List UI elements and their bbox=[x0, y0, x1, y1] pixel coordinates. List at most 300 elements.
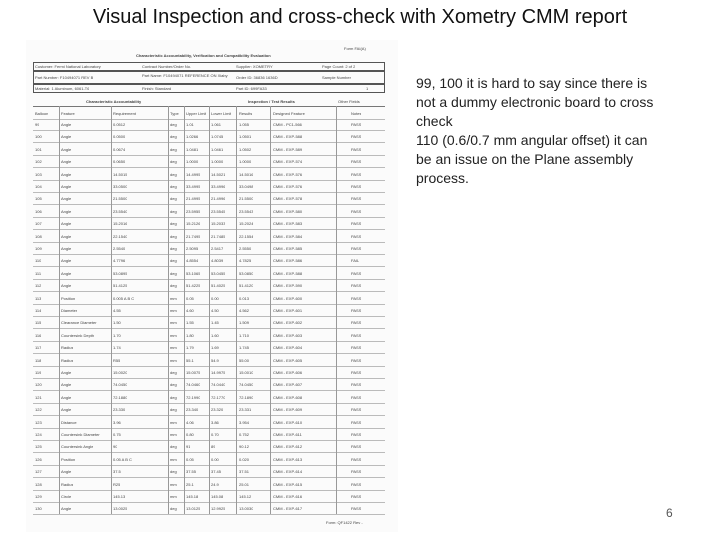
table-cell: PASS bbox=[351, 394, 362, 400]
table-cell: PASS bbox=[351, 159, 362, 165]
table-cell: 0.0674 bbox=[113, 146, 126, 152]
table-cell: mm bbox=[170, 320, 177, 326]
table-cell: 1.79 bbox=[186, 345, 194, 351]
table-cell: 124 bbox=[35, 432, 42, 437]
table-cell: PASS bbox=[351, 494, 362, 499]
table-cell: 37.5 bbox=[113, 469, 121, 475]
table-cell: 125 bbox=[35, 444, 42, 450]
table-cell: 126 bbox=[35, 456, 42, 462]
table-cell: PASS bbox=[351, 370, 362, 375]
table-cell: 1.745 bbox=[239, 345, 250, 351]
table-cell: deg bbox=[170, 221, 177, 227]
table-cell: Angle bbox=[61, 171, 72, 177]
table-cell: 1.70 bbox=[113, 332, 121, 338]
table-cell: 0.0512 bbox=[113, 122, 126, 127]
table-cell: 0.70 bbox=[211, 432, 219, 437]
table-cell: mm bbox=[170, 456, 177, 462]
table-cell: PASS bbox=[351, 221, 362, 227]
table-cell: deg bbox=[170, 394, 177, 400]
table-cell: 21.7485 bbox=[211, 233, 226, 239]
table-cell: 53.0850 bbox=[239, 270, 254, 276]
table-cell: 51.4120 bbox=[239, 283, 254, 289]
table-cell: PASS bbox=[351, 134, 362, 140]
notes-text bbox=[416, 74, 666, 188]
table-cell: 23.5955 bbox=[186, 208, 201, 214]
table-cell: 72.1880 bbox=[113, 394, 128, 400]
form-id: Form FAI(A) bbox=[344, 46, 366, 51]
table-cell: CMM - EXP-589 bbox=[273, 146, 303, 152]
table-cell: 104 bbox=[35, 184, 42, 189]
table-cell: CMM - EXP-576 bbox=[273, 171, 303, 177]
table-cell: Angle bbox=[61, 283, 72, 289]
table-cell: 15.0010 bbox=[239, 370, 254, 375]
page-count-field: Page Count: 2 of 2 bbox=[322, 64, 356, 69]
table-cell: 21.5500 bbox=[113, 196, 128, 202]
table-cell: CMM - PC1-566 bbox=[273, 122, 302, 127]
table-cell: deg bbox=[170, 283, 177, 289]
table-cell: deg bbox=[170, 122, 177, 127]
table-cell: CMM - EXP-584 bbox=[273, 233, 303, 239]
page-number: 6 bbox=[666, 506, 673, 520]
table-cell: PASS bbox=[351, 332, 362, 338]
table-cell: 15.2024 bbox=[239, 221, 254, 227]
table-cell: 13.0025 bbox=[113, 506, 128, 512]
table-cell: 106 bbox=[35, 208, 42, 214]
table-cell: R25 bbox=[113, 481, 121, 487]
table-cell: 1.055 bbox=[239, 122, 250, 127]
table-cell: PASS bbox=[351, 432, 362, 437]
table-cell: 53.0895 bbox=[113, 270, 128, 276]
table-cell: PASS bbox=[351, 382, 362, 388]
table-cell: 0.05 bbox=[186, 295, 194, 301]
table-cell: deg bbox=[170, 171, 177, 177]
table-cell: 0.00 bbox=[211, 295, 219, 301]
table-cell: 53.1065 bbox=[186, 270, 201, 276]
table-cell: 21.5500 bbox=[239, 196, 254, 202]
table-cell: 25.1 bbox=[186, 481, 194, 487]
col-notes: Notes bbox=[351, 111, 362, 116]
table-cell: deg bbox=[170, 370, 177, 375]
sample-number-field: Sample Number bbox=[322, 75, 351, 80]
table-cell: 55.00 bbox=[239, 357, 250, 363]
table-cell: 14.5015 bbox=[113, 171, 128, 177]
table-cell: 2.5417 bbox=[211, 246, 224, 251]
table-cell: 23.330 bbox=[113, 407, 126, 413]
table-cell: 74.0450 bbox=[113, 382, 128, 388]
table-cell: 72.1770 bbox=[211, 394, 226, 400]
table-cell: Angle bbox=[61, 233, 72, 239]
table-cell: 23.331 bbox=[239, 407, 252, 413]
table-cell: 55.1 bbox=[186, 357, 194, 363]
table-cell: CMM - EXP-616 bbox=[273, 494, 303, 499]
table-cell: 4.60 bbox=[186, 308, 194, 313]
table-cell: PASS bbox=[351, 270, 362, 276]
table-cell: mm bbox=[170, 357, 177, 363]
table-cell: CMM - EXP-607 bbox=[273, 382, 303, 388]
table-cell: CMM - EXP-608 bbox=[273, 394, 303, 400]
part-id-field: Part ID: 699FA33 bbox=[236, 86, 267, 91]
table-cell: CMM - EXP-611 bbox=[273, 432, 302, 437]
table-cell: Radius bbox=[61, 481, 74, 487]
table-cell: 1.0461 bbox=[211, 146, 224, 152]
table-cell: 117 bbox=[35, 345, 42, 351]
table-cell: 0.020 bbox=[239, 456, 250, 462]
table-cell: 1.0000 bbox=[239, 159, 252, 165]
table-cell: 1.55 bbox=[186, 320, 194, 326]
table-cell: PASS bbox=[351, 146, 362, 152]
table-cell: 145.18 bbox=[186, 494, 199, 499]
table-cell: 90 bbox=[113, 444, 118, 450]
table-cell: 37.45 bbox=[211, 469, 222, 475]
table-cell: Angle bbox=[61, 270, 72, 276]
section-characteristic: Characteristic Accountability bbox=[86, 99, 142, 104]
table-cell: 121 bbox=[35, 394, 42, 400]
table-cell: 103 bbox=[35, 171, 42, 177]
finish-field: Finish: Standard bbox=[142, 86, 172, 91]
table-cell: 1.69 bbox=[211, 345, 219, 351]
table-cell: 111 bbox=[35, 270, 42, 276]
table-cell: deg bbox=[170, 469, 177, 475]
table-cell: Angle bbox=[61, 159, 72, 165]
table-cell: 107 bbox=[35, 221, 42, 227]
table-cell: PASS bbox=[351, 196, 362, 202]
table-cell: 0.0650 bbox=[113, 159, 126, 165]
table-cell: 120 bbox=[35, 382, 42, 388]
table-cell: deg bbox=[170, 233, 177, 239]
table-cell: 0.752 bbox=[239, 432, 250, 437]
table-cell: 116 bbox=[35, 332, 42, 338]
col-feature: Feature bbox=[61, 111, 75, 116]
table-cell: 145.08 bbox=[211, 494, 224, 499]
table-cell: 1.0502 bbox=[239, 146, 252, 152]
table-cell: 1.0266 bbox=[186, 134, 199, 140]
section-inspection: Inspection / Test Results bbox=[248, 99, 295, 104]
table-cell: 129 bbox=[35, 494, 42, 499]
table-cell: PASS bbox=[351, 456, 362, 462]
table-cell: 101 bbox=[35, 146, 42, 152]
table-cell: 128 bbox=[35, 481, 42, 487]
customer-field: Customer: Fermi National Laboratory bbox=[35, 64, 101, 69]
table-cell: PASS bbox=[351, 295, 362, 301]
table-cell: 0.75 bbox=[113, 432, 121, 437]
table-cell: Angle bbox=[61, 506, 72, 512]
table-cell: 91 bbox=[186, 444, 191, 450]
table-cell: 1.0000 bbox=[211, 159, 224, 165]
table-cell: CMM - EXP-609 bbox=[273, 407, 303, 413]
table-cell: CMM - EXP-613 bbox=[273, 456, 303, 462]
table-cell: PASS bbox=[351, 308, 362, 313]
table-cell: PASS bbox=[351, 184, 362, 189]
table-cell: Angle bbox=[61, 407, 72, 413]
col-designed: Designed Feature bbox=[273, 111, 305, 116]
table-cell: 54.9 bbox=[211, 357, 219, 363]
table-cell: PASS bbox=[351, 320, 362, 326]
col-lower: Lower Limit bbox=[211, 111, 232, 116]
table-cell: 1.0745 bbox=[211, 134, 224, 140]
table-cell: Angle bbox=[61, 122, 72, 127]
table-cell: Angle bbox=[61, 246, 72, 251]
table-cell: Position bbox=[61, 456, 76, 462]
table-cell: CMM - EXP-586 bbox=[273, 258, 303, 264]
part-name-field: Part Name: F10494071 REFERENCE ON Xiaby bbox=[142, 73, 228, 78]
table-cell: 33.4996 bbox=[211, 184, 226, 189]
table-cell: PASS bbox=[351, 246, 362, 251]
table-cell: 2.5550 bbox=[239, 246, 252, 251]
table-cell: Angle bbox=[61, 196, 72, 202]
table-cell: deg bbox=[170, 246, 177, 251]
table-cell: PASS bbox=[351, 469, 362, 475]
table-cell: CMM - EXP-603 bbox=[273, 332, 303, 338]
table-cell: 33.4995 bbox=[186, 184, 201, 189]
table-cell: 130 bbox=[35, 506, 42, 512]
part-number-field: Part Number: F10494071 REV B bbox=[35, 75, 94, 80]
table-cell: 1.60 bbox=[211, 332, 219, 338]
table-cell: 23.340 bbox=[186, 407, 199, 413]
table-cell: 109 bbox=[35, 246, 42, 251]
table-cell: CMM - EXP-583 bbox=[273, 221, 303, 227]
table-cell: 3.954 bbox=[239, 419, 250, 425]
table-cell: 24.9 bbox=[211, 481, 219, 487]
table-cell: 74.0450 bbox=[239, 382, 254, 388]
table-cell: Angle bbox=[61, 146, 72, 152]
table-cell: deg bbox=[170, 146, 177, 152]
table-cell: 105 bbox=[35, 196, 42, 202]
table-cell: PASS bbox=[351, 357, 362, 363]
table-cell: 90.12 bbox=[239, 444, 250, 450]
table-cell: Position bbox=[61, 295, 76, 301]
report-heading: Characteristic Accountability, Verification and Compatibility Evaluation bbox=[136, 53, 271, 58]
table-cell: deg bbox=[170, 258, 177, 264]
table-cell: CMM - EXP-585 bbox=[273, 246, 303, 251]
table-cell: 0.0500 bbox=[113, 134, 126, 140]
table-cell: 0.05 bbox=[186, 456, 194, 462]
table-cell: Angle bbox=[61, 382, 72, 388]
table-cell: 145.13 bbox=[113, 494, 126, 499]
table-cell: Countersink Angle bbox=[61, 444, 94, 450]
table-cell: 89 bbox=[211, 444, 216, 450]
table-cell: 22.1540 bbox=[113, 233, 128, 239]
table-cell: 118 bbox=[35, 357, 42, 363]
table-cell: Angle bbox=[61, 221, 72, 227]
table-cell: Diameter bbox=[61, 308, 78, 313]
table-cell: Radius bbox=[61, 345, 74, 351]
table-cell: 100 bbox=[35, 134, 42, 140]
table-cell: 25.01 bbox=[239, 481, 250, 487]
table-cell: 114 bbox=[35, 308, 42, 313]
table-cell: Angle bbox=[61, 370, 72, 375]
table-cell: 4.06 bbox=[186, 419, 194, 425]
table-cell: 14.9975 bbox=[211, 370, 226, 375]
table-cell: 14.5016 bbox=[239, 171, 254, 177]
table-cell: 145.12 bbox=[239, 494, 252, 499]
table-cell: 23.5540 bbox=[113, 208, 128, 214]
table-cell: CMM - EXP-605 bbox=[273, 357, 303, 363]
col-results: Results bbox=[239, 111, 253, 116]
table-cell: Angle bbox=[61, 394, 72, 400]
sample-value: 1 bbox=[366, 86, 369, 91]
table-cell: deg bbox=[170, 407, 177, 413]
table-cell: CMM - EXP-614 bbox=[273, 469, 303, 475]
table-cell: 112 bbox=[35, 283, 42, 289]
table-cell: 4.7796 bbox=[113, 258, 126, 264]
note-2: 110 (0.6/0.7 mm angular offset) it can be an issue on the Plane assembly process. bbox=[416, 132, 648, 186]
table-cell: CMM - EXP-606 bbox=[273, 370, 303, 375]
table-cell: deg bbox=[170, 159, 177, 165]
table-cell: PASS bbox=[351, 481, 362, 487]
report-footer: Form: QF1422 Rev - bbox=[326, 520, 363, 525]
table-cell: 15.2016 bbox=[113, 221, 128, 227]
table-cell: 102 bbox=[35, 159, 42, 165]
table-cell: deg bbox=[170, 506, 177, 512]
table-cell: 37.51 bbox=[239, 469, 250, 475]
table-cell: CMM - EXP-610 bbox=[273, 419, 303, 425]
table-cell: 15.0020 bbox=[113, 370, 128, 375]
slide-title: Visual Inspection and cross-check with Xometry CMM report bbox=[92, 6, 628, 28]
order-id-field: Order ID: 36836 1636D bbox=[236, 75, 278, 80]
table-cell: 1.01 bbox=[186, 122, 194, 127]
supplier-field: Supplier: XOMETRY bbox=[236, 64, 273, 69]
table-cell: 15.2033 bbox=[211, 221, 226, 227]
table-cell: CMM - EXP-617 bbox=[273, 506, 303, 512]
table-cell: PASS bbox=[351, 122, 362, 127]
table-cell: mm bbox=[170, 308, 177, 313]
table-cell: 1.50 bbox=[113, 320, 121, 326]
table-cell: 0.013 bbox=[239, 295, 250, 301]
table-cell: CMM - EXP-612 bbox=[273, 444, 303, 450]
table-cell: PASS bbox=[351, 283, 362, 289]
table-cell: 4.562 bbox=[239, 308, 250, 313]
table-cell: 1.509 bbox=[239, 320, 250, 326]
table-cell: 13.0030 bbox=[239, 506, 254, 512]
table-cell: R55 bbox=[113, 357, 121, 363]
table-cell: 3.96 bbox=[113, 419, 121, 425]
col-balloon: Balloon bbox=[35, 111, 49, 116]
table-cell: PASS bbox=[351, 345, 362, 351]
table-cell: 14.5021 bbox=[211, 171, 226, 177]
table-cell: CMM - EXP-604 bbox=[273, 345, 303, 351]
table-cell: mm bbox=[170, 345, 177, 351]
table-cell: 51.4225 bbox=[186, 283, 201, 289]
table-cell: 1.45 bbox=[211, 320, 219, 326]
table-cell: CMM - EXP-578 bbox=[273, 196, 303, 202]
col-upper: Upper Limit bbox=[186, 111, 207, 116]
table-cell: 51.4125 bbox=[113, 283, 128, 289]
table-cell: 1.061 bbox=[211, 122, 222, 127]
table-cell: FAIL bbox=[351, 258, 360, 264]
table-cell: CMM - EXP-601 bbox=[273, 308, 303, 313]
table-cell: deg bbox=[170, 196, 177, 202]
table-cell: 122 bbox=[35, 407, 42, 413]
table-cell: 33.0500 bbox=[113, 184, 128, 189]
table-cell: Angle bbox=[61, 208, 72, 214]
table-cell: 72.1890 bbox=[239, 394, 254, 400]
table-cell: 113 bbox=[35, 295, 42, 301]
table-cell: 3.86 bbox=[211, 419, 219, 425]
table-cell: 4.50 bbox=[211, 308, 219, 313]
table-cell: 99 bbox=[35, 122, 40, 127]
table-cell: 2.5095 bbox=[186, 246, 199, 251]
note-1: 99, 100 it is hard to say since there is not a dummy electronic board to cross check bbox=[416, 75, 654, 129]
table-cell: Countersink Depth bbox=[61, 332, 95, 338]
table-cell: Angle bbox=[61, 184, 72, 189]
table-cell: deg bbox=[170, 270, 177, 276]
table-cell: mm bbox=[170, 481, 177, 487]
table-cell: 22.1554 bbox=[239, 233, 254, 239]
table-cell: deg bbox=[170, 134, 177, 140]
table-cell: CMM - EXP-590 bbox=[273, 283, 303, 289]
table-cell: 110 bbox=[35, 258, 42, 264]
table-cell: 74.0460 bbox=[186, 382, 201, 388]
table-cell: 51.4025 bbox=[211, 283, 226, 289]
table-cell: PASS bbox=[351, 407, 362, 413]
table-cell: 127 bbox=[35, 469, 42, 475]
table-cell: 33.0498 bbox=[239, 184, 254, 189]
table-cell: 4.7825 bbox=[239, 258, 252, 264]
table-cell: CMM - EXP-576 bbox=[273, 184, 303, 189]
table-cell: CMM - EXP-574 bbox=[273, 159, 303, 165]
table-cell: PASS bbox=[351, 419, 362, 425]
table-cell: 4.55 bbox=[113, 308, 121, 313]
table-cell: 72.1990 bbox=[186, 394, 201, 400]
table-cell: 1.0000 bbox=[186, 159, 199, 165]
table-cell: 74.0440 bbox=[211, 382, 226, 388]
table-cell: mm bbox=[170, 494, 177, 499]
table-cell: Distance bbox=[61, 419, 77, 425]
table-cell: 1.0481 bbox=[186, 146, 199, 152]
table-cell: 2.5540 bbox=[113, 246, 126, 251]
material-field: Material: 1 Aluminum, 6061-T6 bbox=[35, 86, 90, 91]
table-cell: deg bbox=[170, 208, 177, 214]
table-cell: CMM - EXP-602 bbox=[273, 320, 303, 326]
table-cell: Circle bbox=[61, 494, 72, 499]
table-cell: Angle bbox=[61, 258, 72, 264]
contract-field: Contract Number/Order No. bbox=[142, 64, 192, 69]
table-cell: 13.0125 bbox=[186, 506, 201, 512]
table-cell: deg bbox=[170, 184, 177, 189]
table-cell: 1.80 bbox=[186, 332, 194, 338]
table-cell: 1.74 bbox=[113, 345, 121, 351]
table-cell: deg bbox=[170, 444, 177, 450]
table-cell: 21.4995 bbox=[186, 196, 201, 202]
table-cell: Angle bbox=[61, 469, 72, 475]
table-cell: mm bbox=[170, 332, 177, 338]
col-requirement: Requirement bbox=[113, 111, 136, 116]
table-cell: 123 bbox=[35, 419, 42, 425]
table-cell: 23.5543 bbox=[239, 208, 254, 214]
section-other: Other Fields bbox=[338, 99, 360, 104]
table-cell: 0.80 bbox=[186, 432, 194, 437]
table-cell: 0.05 A B C bbox=[113, 456, 132, 462]
table-cell: Radius bbox=[61, 357, 74, 363]
table-cell: PASS bbox=[351, 233, 362, 239]
table-cell: CMM - EXP-588 bbox=[273, 270, 303, 276]
table-cell: CMM - EXP-615 bbox=[273, 481, 303, 487]
table-cell: CMM - EXP-588 bbox=[273, 134, 303, 140]
table-cell: 4.8039 bbox=[211, 258, 224, 264]
table-cell: 119 bbox=[35, 370, 42, 375]
table-cell: 14.4995 bbox=[186, 171, 201, 177]
table-cell: 1.0501 bbox=[239, 134, 252, 140]
table-cell: PASS bbox=[351, 208, 362, 214]
table-cell: 4.8554 bbox=[186, 258, 199, 264]
table-cell: 0.005 A B C bbox=[113, 295, 135, 301]
table-cell: Countersink Diameter bbox=[61, 432, 100, 437]
table-cell: 53.0455 bbox=[211, 270, 226, 276]
table-cell: CMM - EXP-580 bbox=[273, 208, 303, 214]
table-cell: CMM - EXP-600 bbox=[273, 295, 303, 301]
table-cell: 23.320 bbox=[211, 407, 224, 413]
table-cell: Clearance Diameter bbox=[61, 320, 97, 326]
